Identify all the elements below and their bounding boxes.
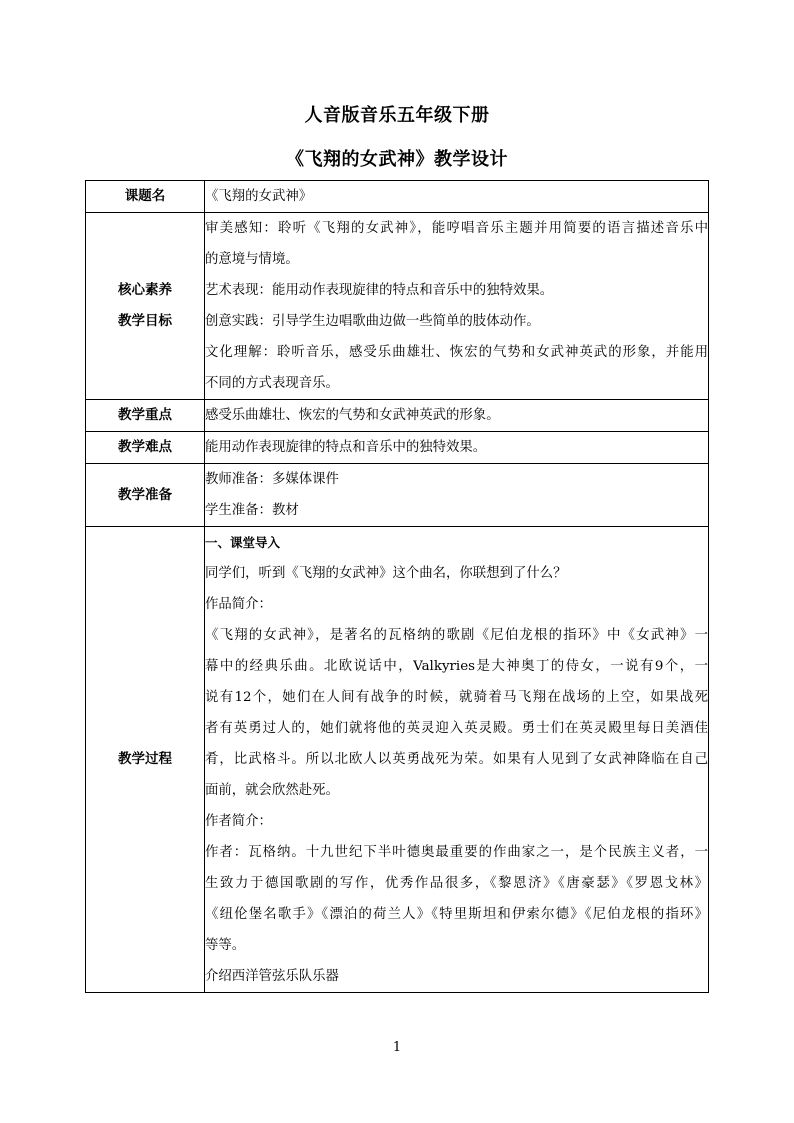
- process-cell: [205, 527, 709, 993]
- goals-label-line1: 核心素养: [118, 282, 172, 298]
- topic-cell: [205, 181, 709, 213]
- document-title: 人音版音乐五年级下册: [304, 105, 490, 126]
- goal-line: 审美感知：聆听《飞翔的女武神》，能哼唱音乐主题并用简要的语言描述音乐中: [205, 221, 708, 236]
- preparation-line: 学生准备：教材: [205, 503, 299, 518]
- process-line: 生致力于德国歌剧的写作，优秀作品很多，《黎恩济》《唐豪瑟》《罗恩戈林》: [205, 876, 708, 891]
- process-line: 等等。: [205, 938, 246, 953]
- topic-row: [86, 181, 709, 213]
- goal-line: 不同的方式表现音乐。: [205, 376, 339, 391]
- difficulty-row: [86, 432, 709, 464]
- process-line: 同学们，听到《飞翔的女武神》这个曲名，你联想到了什么？: [205, 566, 567, 581]
- document-subtitle: 《飞翔的女武神》教学设计: [286, 149, 508, 170]
- preparation-line: 教师准备：多媒体课件: [205, 472, 339, 487]
- process-line: 面前，就会欣然赴死。: [205, 783, 339, 798]
- goal-line: 的意境与情境。: [205, 252, 299, 267]
- process-label: 教学过程: [86, 527, 205, 993]
- process-line: 《飞翔的女武神》，是著名的瓦格纳的歌剧《尼伯龙根的指环》中《女武神》一: [205, 628, 708, 643]
- preparation-label: 教学准备: [86, 464, 205, 527]
- goal-line: 创意实践：引导学生边唱歌曲边做一些简单的肢体动作。: [205, 314, 540, 329]
- process-row: [86, 527, 709, 993]
- topic-value: 《飞翔的女武神》: [205, 189, 313, 204]
- goals-cell: [205, 213, 709, 400]
- key-point-row: [86, 400, 709, 432]
- goal-line: 艺术表现：能用动作表现旋律的特点和音乐中的独特效果。: [205, 283, 554, 298]
- process-line: 作者：瓦格纳。十九世纪下半叶德奥最重要的作曲家之一，是个民族主义者，一: [205, 845, 708, 860]
- process-line: 者有英勇过人的，她们就将他的英灵迎入英灵殿。勇士们在英灵殿里每日美酒佳: [205, 721, 708, 736]
- process-line: 作者简介：: [205, 814, 272, 829]
- topic-label: 课题名: [86, 181, 205, 213]
- process-line: 介绍西洋管弦乐队乐器: [205, 969, 339, 984]
- page-number: 1: [392, 1040, 402, 1055]
- preparation-cell: [205, 464, 709, 527]
- preparation-row: [86, 464, 709, 527]
- key-point-value: 感受乐曲雄壮、恢宏的气势和女武神英武的形象。: [205, 408, 500, 423]
- goals-row: [86, 213, 709, 400]
- difficulty-cell: [205, 432, 709, 464]
- key-point-cell: [205, 400, 709, 432]
- process-line: 幕中的经典乐曲。北欧说话中，Valkyries是大神奥丁的侍女，一说有9个，一: [205, 659, 708, 674]
- key-point-label: 教学重点: [86, 400, 205, 432]
- process-line: 肴，比武格斗。所以北欧人以英勇战死为荣。如果有人见到了女武神降临在自己: [205, 752, 708, 767]
- difficulty-value: 能用动作表现旋律的特点和音乐中的独特效果。: [205, 440, 487, 455]
- process-line: 作品简介：: [205, 597, 272, 612]
- goals-label: [86, 213, 205, 400]
- goal-line: 文化理解：聆听音乐，感受乐曲雄壮、恢宏的气势和女武神英武的形象，并能用: [205, 345, 708, 360]
- process-line: 说有12个，她们在人间有战争的时候，就骑着马飞翔在战场的上空，如果战死: [205, 690, 708, 705]
- process-line: 《纽伦堡名歌手》《漂泊的荷兰人》《特里斯坦和伊索尔德》《尼伯龙根的指环》: [205, 907, 708, 922]
- lesson-plan-table: [85, 180, 709, 993]
- difficulty-label: 教学难点: [86, 432, 205, 464]
- goals-label-line2: 教学目标: [118, 313, 172, 329]
- process-section-heading: 一、课堂导入: [205, 535, 281, 550]
